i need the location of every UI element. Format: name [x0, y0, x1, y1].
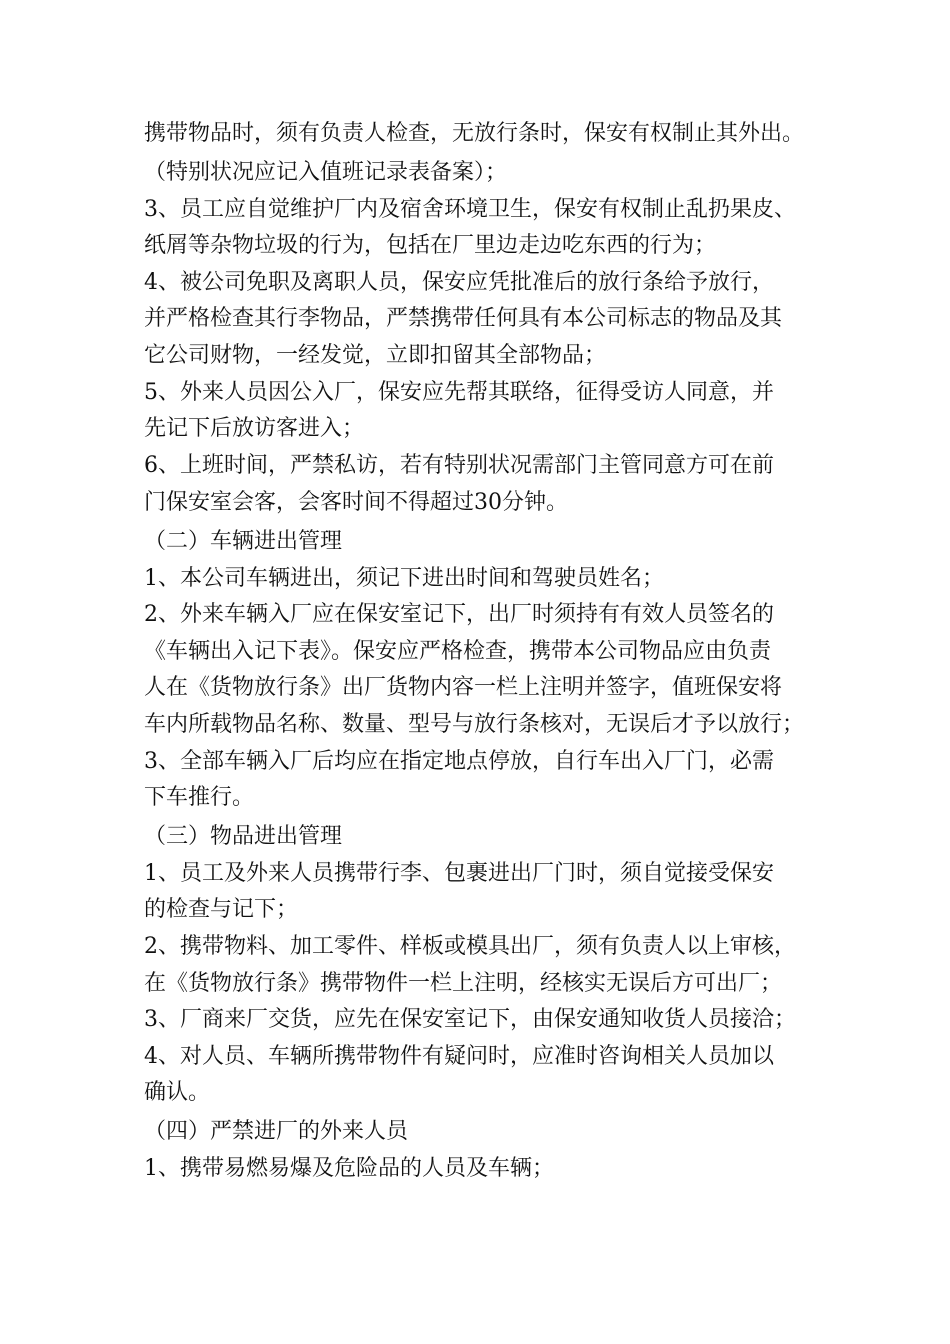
- text-line: 门保安室会客，会客时间不得超过30分钟。: [144, 490, 568, 515]
- text-line: 确认。: [144, 1080, 211, 1105]
- section-heading: （三）物品进出管理: [144, 824, 343, 849]
- section-heading: （四）严禁进厂的外来人员: [144, 1119, 409, 1144]
- text-line: 在《货物放行条》携带物件一栏上注明，经核实无误后方可出厂；: [144, 971, 783, 996]
- text-line: 它公司财物，一经发觉，立即扣留其全部物品；: [144, 343, 607, 368]
- text-line: 4、被公司免职及离职人员，保安应凭批准后的放行条给予放行，: [144, 270, 774, 295]
- text-line: 纸屑等杂物垃圾的行为，包括在厂里边走边吃东西的行为；: [144, 233, 717, 258]
- text-line: 3、厂商来厂交货，应先在保安室记下，由保安通知收货人员接洽；: [144, 1007, 796, 1032]
- text-line: 人在《货物放行条》出厂货物内容一栏上注明并签字，值班保安将: [144, 675, 783, 700]
- text-line: 1、员工及外来人员携带行李、包裹进出厂门时，须自觉接受保安: [144, 861, 774, 886]
- text-line: 先记下后放访客进入；: [144, 416, 365, 441]
- text-line: 1、本公司车辆进出，须记下进出时间和驾驶员姓名；: [144, 566, 664, 591]
- text-line: 车内所载物品名称、数量、型号与放行条核对，无误后才予以放行；: [144, 712, 805, 737]
- text-line: 5、外来人员因公入厂，保安应先帮其联络，征得受访人同意，并: [144, 380, 774, 405]
- text-line: 《车辆出入记下表》。保安应严格检查，携带本公司物品应由负责: [144, 639, 772, 664]
- text-line: 6、上班时间，严禁私访，若有特别状况需部门主管同意方可在前: [144, 453, 774, 478]
- text-line: （特别状况应记入值班记录表备案）；: [144, 160, 508, 185]
- text-line: 2、携带物料、加工零件、样板或模具出厂，须有负责人以上审核，: [144, 934, 796, 959]
- text-line: 4、对人员、车辆所携带物件有疑问时，应准时咨询相关人员加以: [144, 1044, 774, 1069]
- section-heading: （二）车辆进出管理: [144, 529, 343, 554]
- text-line: 并严格检查其行李物品，严禁携带任何具有本公司标志的物品及其: [144, 306, 783, 331]
- text-line: 下车推行。: [144, 785, 255, 810]
- text-line: 3、员工应自觉维护厂内及宿舍环境卫生，保安有权制止乱扔果皮、: [144, 197, 796, 222]
- text-line: 3、全部车辆入厂后均应在指定地点停放，自行车出入厂门，必需: [144, 749, 774, 774]
- text-line: 的检查与记下；: [144, 897, 299, 922]
- text-line: 1、携带易燃易爆及危险品的人员及车辆；: [144, 1156, 554, 1181]
- text-line: 2、外来车辆入厂应在保安室记下，出厂时须持有有效人员签名的: [144, 602, 774, 627]
- text-line: 携带物品时，须有负责人检查，无放行条时，保安有权制止其外出。: [144, 121, 805, 146]
